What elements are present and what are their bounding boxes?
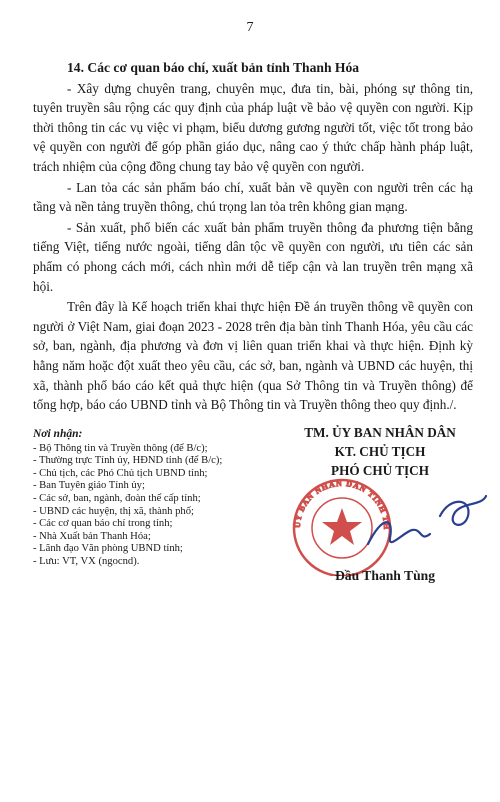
signature-role-1: KT. CHỦ TỊCH bbox=[334, 444, 426, 459]
recipient-item: - Các sở, ban, ngành, đoàn thể cấp tỉnh; bbox=[33, 492, 201, 504]
recipients-title: Nơi nhận: bbox=[33, 428, 83, 440]
recipient-item: - Nhà Xuất bản Thanh Hóa; bbox=[33, 530, 151, 542]
paragraph-conclusion: Trên đây là Kế hoạch triển khai thực hiện Đề án truyền thông về quyền con người ở Việt Nam, giai đoạn 2023 - 2028 trên địa bàn tỉnh Thanh Hóa, yêu cầu các sở, ban, ngành, địa phương và đơn vị liên quan triển khai và thực hiện. Định kỳ hằng năm hoặc đột xuất theo yêu cầu, các sở, ban, ngành và UBND các huyện, thị xã, thành phố báo cáo kết quả thực hiện (qua Sở Thông tin và Truyền thông) để tổng hợp, báo cáo UBND tỉnh và Bộ Thông tin và Truyền thông theo quy định./. bbox=[33, 299, 473, 413]
recipient-item: - Thường trực Tỉnh ủy, HĐND tỉnh (để B/c); bbox=[33, 455, 223, 467]
signer-name: Đầu Thanh Tùng bbox=[334, 568, 435, 583]
section-heading: 14. Các cơ quan báo chí, xuất bản tỉnh Thanh Hóa bbox=[67, 60, 360, 75]
paragraph-news-coverage: - Xây dựng chuyên trang, chuyên mục, đưa tin, bài, phóng sự thông tin, tuyên truyền sâu rộng các quy định của pháp luật về bảo vệ quyền con người. Kịp thời thông tin các vụ việc vi phạm, biểu dương gương người tốt, việc tốt trong bảo vệ quyền con người để góp phần giáo dục, nâng cao ý thức chấp hành pháp luật, trách nhiệm của cộng đồng chung tay bảo vệ quyền con người. bbox=[33, 80, 473, 174]
paragraph-multimedia: - Sản xuất, phổ biến các xuất bản phẩm truyền thông đa phương tiện bằng tiếng Việt, tiếng nước ngoài, tiếng dân tộc về quyền con người, ưu tiên các sản phẩm có phong cách mới, cách nhìn mới dễ tiếp cận và lan truyền trên mạng xã hội. bbox=[33, 219, 473, 294]
recipient-item: - Lưu: VT, VX (ngocnd). bbox=[33, 555, 140, 567]
recipient-item: - Chủ tịch, các Phó Chủ tịch UBND tỉnh; bbox=[33, 467, 208, 479]
recipient-item: - Các cơ quan báo chí trong tỉnh; bbox=[33, 518, 173, 530]
stamp-and-signature bbox=[272, 476, 492, 576]
paragraph-spread-products: - Lan tỏa các sản phẩm báo chí, xuất bản về quyền con người trên các hạ tầng và nền tảng truyền thông, chú trọng lan tỏa trên không gian mạng. bbox=[33, 179, 473, 215]
recipient-item: - Lãnh đạo Văn phòng UBND tỉnh; bbox=[33, 543, 183, 555]
official-seal-icon bbox=[272, 476, 492, 576]
recipient-item: - Bộ Thông tin và Truyền thông (để B/c); bbox=[33, 442, 208, 454]
signature-block bbox=[280, 423, 480, 480]
recipient-item: - Ban Tuyên giáo Tỉnh ủy; bbox=[33, 480, 145, 492]
document-body bbox=[33, 58, 473, 416]
signature-role-2: PHÓ CHỦ TỊCH bbox=[331, 463, 429, 478]
signature-org: TM. ỦY BAN NHÂN DÂN bbox=[304, 425, 456, 440]
page-number: 7 bbox=[246, 20, 254, 35]
recipients-list bbox=[33, 443, 273, 569]
recipient-item: - UBND các huyện, thị xã, thành phố; bbox=[33, 505, 194, 517]
svg-text:ỦY BAN NHÂN DÂN TỈNH THANH HÓA: ỦY BAN NHÂN DÂN TỈNH TH bbox=[292, 478, 392, 531]
recipients-block bbox=[33, 428, 273, 569]
